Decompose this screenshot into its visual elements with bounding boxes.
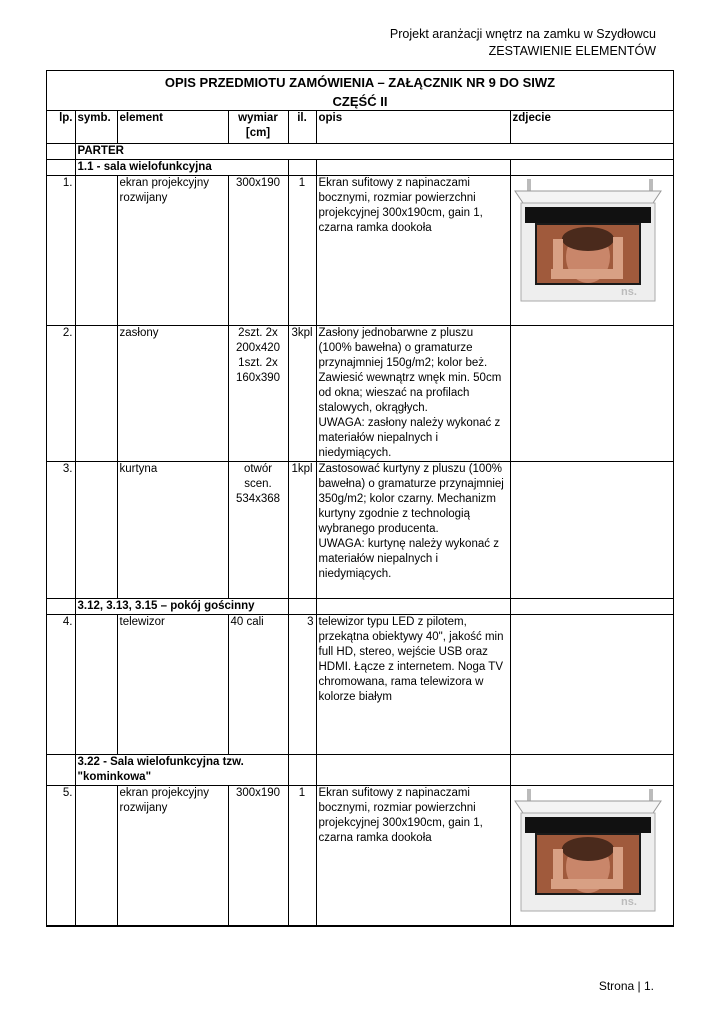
section-label-1-1: 1.1 - sala wielofunkcyjna xyxy=(75,159,288,175)
row-photo-cell xyxy=(510,614,673,754)
col-header-wymiar: wymiar [cm] xyxy=(228,111,288,143)
row-opis: Zasłony jednobarwne z pluszu (100% bawełna) o gramaturze przynajmniej 150g/m2; kolor beż. Zawiesić wewnątrz wnęk min. 50cm od okna; wieszać na profilach stalowych, okrągłych. UWAGA: zasłony należy wykonać z materiałów niepalnych i niedymiących. xyxy=(316,325,510,461)
row-element: ekran projekcyjny rozwijany xyxy=(117,785,228,925)
row-opis: Ekran sufitowy z napinaczami bocznymi, rozmiar powierzchni projekcyjnej 300x190cm, gain 1, czarna ramka dookoła xyxy=(316,785,510,925)
row-photo-cell xyxy=(510,175,673,325)
row-symb xyxy=(75,325,117,461)
order-table-frame xyxy=(46,70,674,927)
row-wymiar: 2szt. 2x 200x420 1szt. 2x 160x390 xyxy=(228,325,288,461)
svg-text:ns.: ns. xyxy=(620,285,637,298)
table-title xyxy=(47,71,673,111)
elements-table xyxy=(47,111,673,926)
row-lp: 4. xyxy=(47,614,75,754)
row-symb xyxy=(75,461,117,598)
row-opis: Ekran sufitowy z napinaczami bocznymi, rozmiar powierzchni projekcyjnej 300x190cm, gain 1, czarna ramka dookoła xyxy=(316,175,510,325)
section-row xyxy=(47,598,673,614)
table-header-row xyxy=(47,111,673,143)
projection-screen-photo xyxy=(513,177,663,305)
table-row xyxy=(47,614,673,754)
row-il: 3kpl xyxy=(288,325,316,461)
row-wymiar: 40 cali xyxy=(228,614,288,754)
page-number: Strona | 1. xyxy=(598,979,654,993)
row-photo-cell xyxy=(510,785,673,925)
col-header-element: element xyxy=(117,111,228,143)
row-lp: 1. xyxy=(47,175,75,325)
row-opis: telewizor typu LED z pilotem, przekątna obiektywy 40", jakość min full HD, stereo, wejście USB oraz HDMI. Łącze z internetem. Noga TV chromowana, rama telewizora w kolorze białym xyxy=(316,614,510,754)
row-photo-cell xyxy=(510,325,673,461)
table-title-line1: OPIS PRZEDMIOTU ZAMÓWIENIA – ZAŁĄCZNIK NR 9 DO SIWZ xyxy=(164,75,556,90)
col-header-opis: opis xyxy=(316,111,510,143)
section-row xyxy=(47,143,673,159)
row-il: 3 xyxy=(288,614,316,754)
project-title: Projekt aranżacji wnętrz na zamku w Szydłowcu xyxy=(389,27,656,41)
row-lp: 5. xyxy=(47,785,75,925)
row-wymiar: otwór scen. 534x368 xyxy=(228,461,288,598)
table-row xyxy=(47,175,673,325)
svg-text:ns.: ns. xyxy=(620,895,637,908)
row-wymiar: 300x190 xyxy=(228,785,288,925)
col-header-lp: lp. xyxy=(47,111,75,143)
document-subtitle: ZESTAWIENIE ELEMENTÓW xyxy=(488,44,656,58)
row-opis: Zastosować kurtyny z pluszu (100% bawełna) o gramaturze przynajmniej 350g/m2; kolor czarny. Mechanizm kurtyny zgodnie z technologią wybranego producenta. UWAGA: kurtynę należy wykonać z materiałów niepalnych i niedymiących. xyxy=(316,461,510,598)
row-element: kurtyna xyxy=(117,461,228,598)
row-element: telewizor xyxy=(117,614,228,754)
row-element: ekran projekcyjny rozwijany xyxy=(117,175,228,325)
section-label-parter: PARTER xyxy=(75,143,673,159)
col-header-il: il. xyxy=(288,111,316,143)
row-symb xyxy=(75,614,117,754)
row-photo-cell xyxy=(510,461,673,598)
table-row xyxy=(47,461,673,598)
col-header-symb: symb. xyxy=(75,111,117,143)
section-label-3-12: 3.12, 3.13, 3.15 – pokój gościnny xyxy=(75,598,288,614)
row-symb xyxy=(75,175,117,325)
table-row xyxy=(47,325,673,461)
col-header-zdjecie: zdjecie xyxy=(510,111,673,143)
section-row xyxy=(47,159,673,175)
row-il: 1 xyxy=(288,175,316,325)
document-header xyxy=(390,26,656,60)
row-lp: 2. xyxy=(47,325,75,461)
row-symb xyxy=(75,785,117,925)
row-lp: 3. xyxy=(47,461,75,598)
section-row xyxy=(47,754,673,785)
row-il: 1 xyxy=(288,785,316,925)
row-wymiar: 300x190 xyxy=(228,175,288,325)
section-label-3-22: 3.22 - Sala wielofunkcyjna tzw. "kominkowa" xyxy=(75,754,288,785)
table-title-line2: CZĘŚĆ II xyxy=(332,94,388,109)
projection-screen-photo xyxy=(513,787,663,915)
row-element: zasłony xyxy=(117,325,228,461)
row-il: 1kpl xyxy=(288,461,316,598)
table-row xyxy=(47,785,673,925)
